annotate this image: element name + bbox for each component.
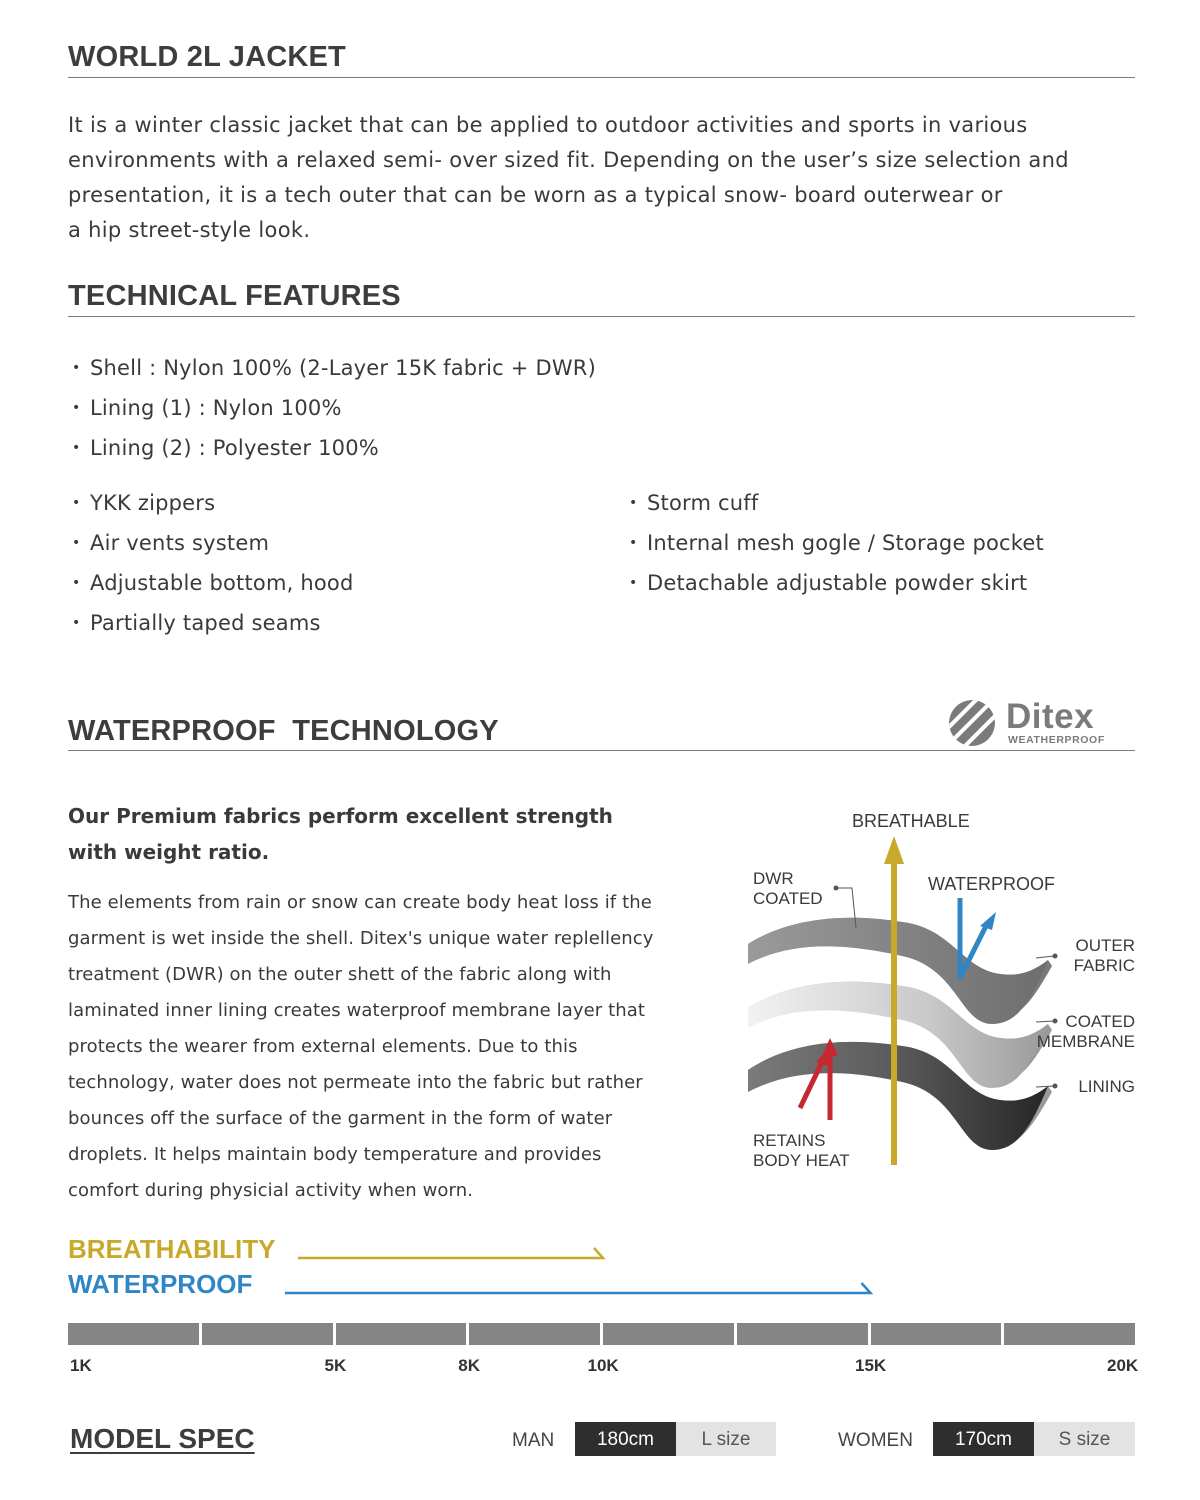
bullet: • xyxy=(72,615,81,631)
feature-item: • Air vents system xyxy=(68,523,354,563)
feature-item: • Partially taped seams xyxy=(68,603,354,643)
material-item: • Lining (1) : Nylon 100% xyxy=(68,388,596,428)
feature-item: • Detachable adjustable powder skirt xyxy=(625,563,1044,603)
fabric-layers-graphic xyxy=(730,800,1150,1180)
waterproof-body xyxy=(68,885,718,1209)
features-left-list xyxy=(68,483,354,643)
body-line: protects the wearer from external elements. Due to this xyxy=(68,1036,578,1057)
subtitle-line: Our Premium fabrics perform excellent strength xyxy=(68,804,613,828)
model-spec-title: MODEL SPEC xyxy=(70,1423,255,1454)
outer-leader-dot xyxy=(1053,954,1058,959)
women-height: 170cm xyxy=(933,1422,1034,1456)
bullet: • xyxy=(72,495,81,511)
scale-tick-label: 5K xyxy=(324,1356,347,1375)
body-line: treatment (DWR) on the outer shett of the fabric along with xyxy=(68,964,612,985)
features-right-list xyxy=(625,483,1044,603)
technical-features-title: TECHNICAL FEATURES xyxy=(68,280,401,312)
label-dwr-coated: DWR COATED xyxy=(753,869,823,908)
feature-item: • YKK zippers xyxy=(68,483,354,523)
description-line: a hip street-style look. xyxy=(68,218,311,242)
lining-leader-dot xyxy=(1053,1084,1058,1089)
waterproof-subtitle xyxy=(68,798,613,870)
material-item: • Shell : Nylon 100% (2-Layer 15K fabric + DWR) xyxy=(68,348,596,388)
label-breathable: BREATHABLE xyxy=(852,811,970,831)
label-coated-membrane: COATED MEMBRANE xyxy=(1036,1012,1135,1051)
scale-segment xyxy=(1004,1323,1135,1345)
bullet: • xyxy=(72,575,81,591)
technical-divider xyxy=(68,316,1135,317)
material-item: • Lining (2) : Polyester 100% xyxy=(68,428,596,468)
scale-segment xyxy=(737,1323,868,1345)
scale-segment xyxy=(202,1323,333,1345)
breathability-label: BREATHABILITY xyxy=(68,1234,276,1264)
ditex-tagline: WEATHERPROOF xyxy=(1008,734,1105,746)
product-title: WORLD 2L JACKET xyxy=(68,41,346,73)
scale-tick-label: 10K xyxy=(587,1356,619,1375)
scale-segment xyxy=(871,1323,1002,1345)
waterproof-divider xyxy=(68,750,1135,751)
scale-tick-label: 1K xyxy=(70,1356,92,1375)
bullet: • xyxy=(72,535,81,551)
scale-segment xyxy=(68,1323,199,1345)
scale-segment xyxy=(603,1323,734,1345)
ditex-logo xyxy=(948,699,1138,749)
description-line: presentation, it is a tech outer that can be worn as a typical snow- board outerwear or xyxy=(68,183,1003,207)
product-description xyxy=(68,108,1168,248)
scale-tick-label: 8K xyxy=(458,1356,480,1375)
body-line: The elements from rain or snow can create body heat loss if the xyxy=(68,892,652,913)
subtitle-line: with weight ratio. xyxy=(68,840,270,864)
description-line: environments with a relaxed semi- over sized fit. Depending on the user’s size selection and xyxy=(68,148,1069,172)
waterproof-arrow-indicator xyxy=(0,1275,1200,1299)
waterproof-label: WATERPROOF xyxy=(68,1269,253,1299)
waterproof-arrow-line xyxy=(285,1283,871,1293)
body-line: comfort during physicial activity when worn. xyxy=(68,1180,474,1201)
body-line: garment is wet inside the shell. Ditex's unique water replellency xyxy=(68,928,654,949)
body-line: technology, water does not permeate into the fabric but rather xyxy=(68,1072,643,1093)
title-divider xyxy=(68,77,1135,78)
man-height: 180cm xyxy=(575,1422,676,1456)
bullet: • xyxy=(629,575,638,591)
women-size: S size xyxy=(1034,1422,1135,1456)
body-line: droplets. It helps maintain body temperature and provides xyxy=(68,1144,602,1165)
label-outer-fabric: OUTER FABRIC xyxy=(1073,936,1135,975)
scale-tick-label: 20K xyxy=(1107,1356,1139,1375)
ditex-wordmark: Ditex xyxy=(1006,697,1095,736)
body-line: bounces off the surface of the garment in the form of water xyxy=(68,1108,613,1129)
breathability-arrow xyxy=(0,1240,1200,1264)
scale-segment xyxy=(336,1323,467,1345)
scale-tick-label: 15K xyxy=(855,1356,887,1375)
waterproof-arrow-head-icon xyxy=(980,912,996,930)
man-label: MAN xyxy=(512,1430,555,1451)
lining-leader-line xyxy=(1036,1086,1054,1087)
women-label: WOMEN xyxy=(838,1430,913,1451)
label-lining: LINING xyxy=(1078,1077,1135,1096)
man-size: L size xyxy=(676,1422,776,1456)
dwr-leader-dot xyxy=(834,886,839,891)
bullet: • xyxy=(72,440,81,456)
breathability-arrow-line xyxy=(298,1248,603,1258)
breathable-arrow-head-icon xyxy=(884,836,904,864)
feature-item: • Internal mesh gogle / Storage pocket xyxy=(625,523,1044,563)
feature-item: • Storm cuff xyxy=(625,483,1044,523)
bullet: • xyxy=(72,400,81,416)
materials-list xyxy=(68,348,596,468)
bullet: • xyxy=(72,360,81,376)
outer-leader-line xyxy=(1036,956,1054,958)
ditex-mark-icon xyxy=(948,699,998,749)
waterproof-technology-title: WATERPROOF TECHNOLOGY xyxy=(68,715,499,747)
label-waterproof: WATERPROOF xyxy=(928,874,1055,894)
description-line: It is a winter classic jacket that can be applied to outdoor activities and sports in various xyxy=(68,113,1028,137)
scale-segment xyxy=(469,1323,600,1345)
label-retains-body-heat: RETAINS BODY HEAT xyxy=(753,1131,850,1170)
bullet: • xyxy=(629,495,638,511)
body-line: laminated inner lining creates waterproof membrane layer that xyxy=(68,1000,646,1021)
fabric-layer-diagram xyxy=(730,800,1150,1180)
bullet: • xyxy=(629,535,638,551)
feature-item: • Adjustable bottom, hood xyxy=(68,563,354,603)
